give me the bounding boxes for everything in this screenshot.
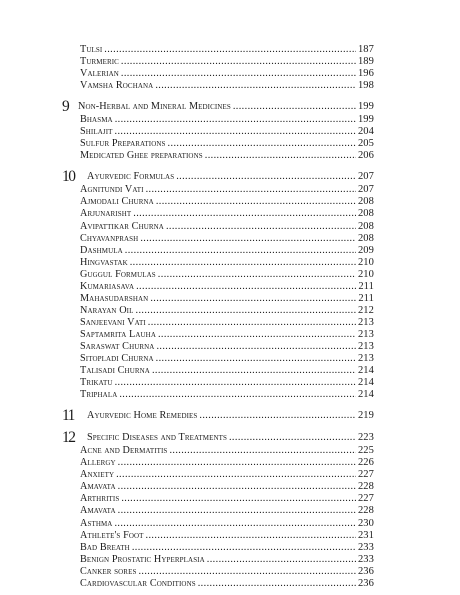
toc-entry-line bbox=[80, 469, 374, 481]
toc-entry[interactable] bbox=[62, 493, 374, 505]
toc-entry[interactable] bbox=[62, 126, 374, 138]
page-number: 214 bbox=[357, 365, 374, 377]
toc-entry-line bbox=[80, 457, 374, 469]
toc-entry-line bbox=[80, 518, 374, 530]
section-title: Chyavanprash ..... bbox=[80, 233, 374, 244]
page-number: 208 bbox=[357, 220, 374, 232]
toc-entry[interactable] bbox=[62, 542, 374, 554]
chapter-number: 12 bbox=[62, 430, 75, 446]
toc-entry[interactable] bbox=[62, 445, 374, 457]
toc-entry-line bbox=[80, 445, 374, 457]
toc-chapter-entry[interactable] bbox=[62, 430, 374, 445]
toc-entry-line bbox=[80, 542, 374, 554]
section-title: Sitopladi Churna ..... bbox=[80, 353, 374, 364]
section-title: Medicated Ghee preparations ..... bbox=[80, 150, 374, 161]
page-number: 226 bbox=[357, 457, 374, 469]
toc-entry[interactable] bbox=[62, 518, 374, 530]
chapter-number: 9 bbox=[62, 99, 70, 115]
section-title: Arjunarisht ..... bbox=[80, 208, 374, 219]
toc-entry[interactable] bbox=[62, 150, 374, 162]
page-number: 205 bbox=[357, 138, 374, 150]
section-title: Hingvastak ..... bbox=[80, 257, 374, 268]
toc-entry[interactable] bbox=[62, 44, 374, 56]
toc-entry[interactable] bbox=[62, 469, 374, 481]
toc-chapter-entry[interactable] bbox=[62, 169, 374, 184]
toc-entry-line bbox=[80, 269, 374, 281]
section-title: Talisadi Churna ..... bbox=[80, 365, 374, 376]
toc-entry[interactable] bbox=[62, 554, 374, 566]
toc-entry[interactable] bbox=[62, 353, 374, 365]
page-number: 236 bbox=[357, 577, 374, 589]
toc-entry-line bbox=[80, 317, 374, 329]
toc-entry[interactable] bbox=[62, 208, 374, 220]
toc-entry[interactable] bbox=[62, 56, 374, 68]
page-number: 198 bbox=[357, 80, 374, 92]
page-number: 187 bbox=[357, 44, 374, 55]
toc-entry-line bbox=[80, 138, 374, 150]
section-title: Bhasma ..... bbox=[80, 114, 374, 125]
section-title: Agnitundi Vati ..... bbox=[80, 184, 374, 195]
toc-entry-line bbox=[80, 184, 374, 196]
toc-entry[interactable] bbox=[62, 305, 374, 317]
section-title: Valerian ..... bbox=[80, 68, 374, 79]
page-number: 208 bbox=[357, 208, 374, 220]
toc-entry[interactable] bbox=[62, 68, 374, 80]
toc-entry-line bbox=[80, 44, 374, 56]
toc-entry-line bbox=[80, 233, 374, 245]
page-number: 206 bbox=[357, 150, 374, 162]
toc-entry-line bbox=[78, 99, 374, 114]
toc-entry[interactable] bbox=[62, 389, 374, 401]
toc-entry[interactable] bbox=[62, 281, 374, 293]
page-number: 208 bbox=[357, 232, 374, 244]
chapter-title: Ayurvedic Home Remedies ..... bbox=[87, 410, 374, 421]
toc-entry[interactable] bbox=[62, 221, 374, 233]
toc-entry-line bbox=[80, 481, 374, 493]
toc-entry[interactable] bbox=[62, 245, 374, 257]
section-title: Kumariasava ..... bbox=[80, 281, 374, 292]
section-title: Athlete's Foot ..... bbox=[80, 530, 374, 541]
toc-entry-line bbox=[87, 430, 374, 445]
section-title: Narayan Oil ..... bbox=[80, 305, 374, 316]
section-title: Tulsi ..... bbox=[80, 44, 374, 55]
toc-entry[interactable] bbox=[62, 341, 374, 353]
chapter-title: Ayurvedic Formulas ..... bbox=[87, 171, 374, 182]
page-number: 223 bbox=[357, 432, 374, 444]
table-of-contents bbox=[62, 44, 374, 590]
page-number: 196 bbox=[357, 68, 374, 80]
toc-entry[interactable] bbox=[62, 114, 374, 126]
toc-entry-line bbox=[80, 114, 374, 126]
section-title: Avipattikar Churna ..... bbox=[80, 221, 374, 232]
toc-entry[interactable] bbox=[62, 233, 374, 245]
toc-entry-line bbox=[87, 408, 374, 423]
toc-entry-line bbox=[80, 305, 374, 317]
toc-entry-line bbox=[80, 281, 374, 293]
toc-entry-line bbox=[80, 293, 374, 305]
section-title: Asthma ..... bbox=[80, 518, 374, 529]
toc-entry-line bbox=[80, 566, 374, 578]
page-number: 227 bbox=[357, 493, 374, 505]
section-title: Vamsha Rochana ..... bbox=[80, 80, 374, 91]
page-number: 233 bbox=[357, 553, 374, 565]
toc-entry-line bbox=[80, 505, 374, 517]
section-title: Trikatu ..... bbox=[80, 377, 374, 388]
toc-entry[interactable] bbox=[62, 293, 374, 305]
page-number: 213 bbox=[357, 316, 374, 328]
toc-entry-line bbox=[87, 169, 374, 184]
section-title: Dashmula ..... bbox=[80, 245, 374, 256]
toc-entry-line bbox=[80, 56, 374, 68]
toc-entry[interactable] bbox=[62, 365, 374, 377]
section-title: Saptamrita Lauha ..... bbox=[80, 329, 374, 340]
section-title: Saraswat Churna ..... bbox=[80, 341, 374, 352]
section-title: Arthritis ..... bbox=[80, 493, 374, 504]
toc-entry-line bbox=[80, 493, 374, 505]
section-title: Guggul Formulas ..... bbox=[80, 269, 374, 280]
page-number: 227 bbox=[357, 469, 374, 481]
section-title: Sulfur Preparations ..... bbox=[80, 138, 374, 149]
toc-entry[interactable] bbox=[62, 317, 374, 329]
toc-entry[interactable] bbox=[62, 196, 374, 208]
section-title: Triphala ..... bbox=[80, 389, 374, 400]
toc-entry-line bbox=[80, 126, 374, 138]
toc-chapter-entry[interactable] bbox=[62, 408, 374, 423]
toc-entry[interactable] bbox=[62, 329, 374, 341]
page-number: 236 bbox=[357, 565, 374, 577]
page-number: 225 bbox=[357, 445, 374, 457]
page-number: 230 bbox=[357, 517, 374, 529]
toc-entry-line bbox=[80, 150, 374, 162]
toc-entry[interactable] bbox=[62, 481, 374, 493]
page-number: 228 bbox=[357, 481, 374, 493]
toc-entry[interactable] bbox=[62, 566, 374, 578]
toc-entry-line bbox=[80, 68, 374, 80]
page-number: 199 bbox=[357, 114, 374, 126]
toc-entry[interactable] bbox=[62, 269, 374, 281]
section-title: Bad Breath ..... bbox=[80, 542, 374, 553]
page-number: 189 bbox=[357, 56, 374, 68]
section-title: Cardiovascular Conditions ..... bbox=[80, 578, 374, 589]
toc-entry-line bbox=[80, 377, 374, 389]
toc-entry-line bbox=[80, 578, 374, 590]
page-number: 228 bbox=[357, 505, 374, 517]
page-number: 233 bbox=[357, 541, 374, 553]
section-title: Turmeric ..... bbox=[80, 56, 374, 67]
page-number: 214 bbox=[357, 377, 374, 389]
toc-entry-line bbox=[80, 221, 374, 233]
page-number: 219 bbox=[357, 410, 374, 422]
page-number: 211 bbox=[358, 280, 374, 292]
toc-entry-line bbox=[80, 554, 374, 566]
page-number: 214 bbox=[357, 389, 374, 401]
section-title: Acne and Dermatitis ..... bbox=[80, 445, 374, 456]
section-title: Mahasudarshan ..... bbox=[80, 293, 374, 304]
toc-entry-line bbox=[80, 257, 374, 269]
toc-entry[interactable] bbox=[62, 257, 374, 269]
page-number: 212 bbox=[357, 304, 374, 316]
page-number: 209 bbox=[357, 244, 374, 256]
section-title: Amavata ..... bbox=[80, 481, 374, 492]
section-title: Ajmodali Churna ..... bbox=[80, 196, 374, 207]
page-number: 210 bbox=[357, 268, 374, 280]
section-title: Canker sores ..... bbox=[80, 566, 374, 577]
toc-entry[interactable] bbox=[62, 530, 374, 542]
section-title: Sanjeevani Vati ..... bbox=[80, 317, 374, 328]
toc-entry-line bbox=[80, 196, 374, 208]
toc-entry[interactable] bbox=[62, 138, 374, 150]
toc-entry-line bbox=[80, 365, 374, 377]
toc-chapter-entry[interactable] bbox=[62, 99, 374, 114]
chapter-title: Specific Diseases and Treatments ..... bbox=[87, 432, 374, 443]
chapter-title: Non-Herbal and Mineral Medicines ..... bbox=[78, 101, 374, 112]
toc-entry[interactable] bbox=[62, 80, 374, 92]
toc-entry[interactable] bbox=[62, 578, 374, 590]
toc-entry-line bbox=[80, 530, 374, 542]
toc-entry-line bbox=[80, 245, 374, 257]
page-number: 208 bbox=[357, 196, 374, 208]
toc-entry-line bbox=[80, 329, 374, 341]
section-title: Allergy ..... bbox=[80, 457, 374, 468]
page-number: 231 bbox=[357, 529, 374, 541]
toc-entry-line bbox=[80, 353, 374, 365]
toc-entry-line bbox=[80, 341, 374, 353]
section-title: Anxiety ..... bbox=[80, 469, 374, 480]
toc-entry[interactable] bbox=[62, 377, 374, 389]
page-number: 211 bbox=[358, 292, 374, 304]
page-number: 210 bbox=[357, 256, 374, 268]
page-number: 213 bbox=[357, 353, 374, 365]
page-number: 213 bbox=[357, 328, 374, 340]
chapter-number: 11 bbox=[62, 408, 74, 424]
section-title: Shilajit ..... bbox=[80, 126, 374, 137]
section-title: Benign Prostatic Hyperplasia ..... bbox=[80, 554, 374, 565]
toc-entry[interactable] bbox=[62, 457, 374, 469]
page-number: 204 bbox=[357, 126, 374, 138]
toc-entry[interactable] bbox=[62, 505, 374, 517]
page-number: 213 bbox=[357, 340, 374, 352]
page-number: 199 bbox=[357, 101, 374, 113]
toc-entry[interactable] bbox=[62, 184, 374, 196]
page-number: 207 bbox=[357, 171, 374, 183]
toc-entry-line bbox=[80, 80, 374, 92]
page-number: 207 bbox=[357, 184, 374, 196]
section-title: Amavata ..... bbox=[80, 505, 374, 516]
toc-entry-line bbox=[80, 389, 374, 401]
toc-entry-line bbox=[80, 208, 374, 220]
chapter-number: 10 bbox=[62, 169, 75, 185]
